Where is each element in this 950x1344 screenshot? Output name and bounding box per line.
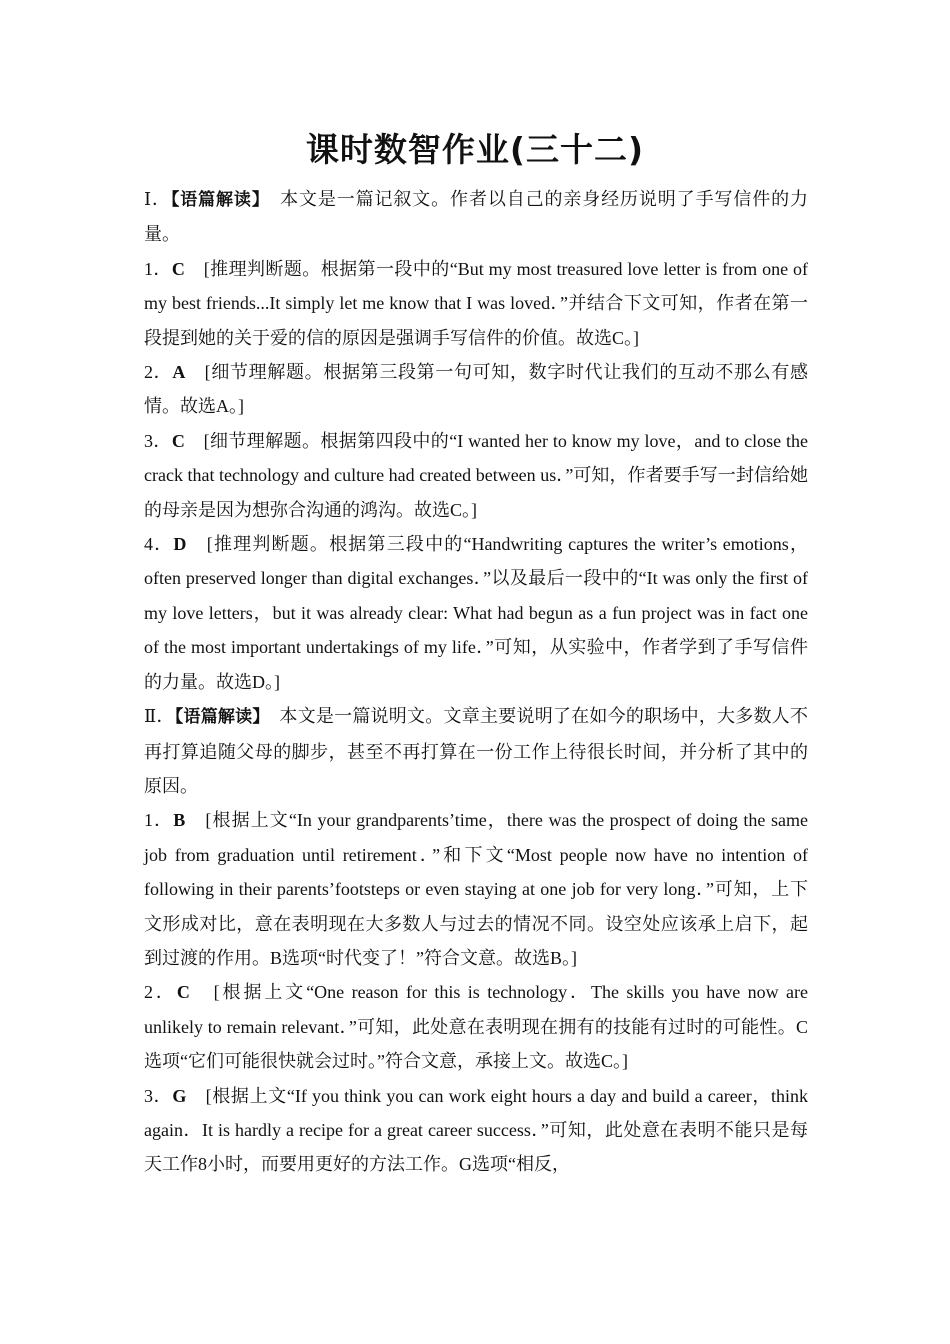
section-1-intro xyxy=(144,182,808,252)
item-number: 3． xyxy=(144,430,172,451)
section-1-intro-text: 本文是一篇记叙文。作者以自己的亲身经历说明了手写信件的力量。 xyxy=(144,189,808,245)
item-answer: C xyxy=(171,258,185,279)
answer-item xyxy=(144,803,808,975)
item-answer: D xyxy=(173,534,187,555)
item-explanation: [细节理解题。根据第四段中的“I wanted her to know my love，and to close the crack that technology and culture had created between us．”可知，作者要手写一封信给她的母亲是因为想弥合沟通的鸿沟。故选C。] xyxy=(144,430,809,520)
item-answer: A xyxy=(172,362,186,383)
item-answer: C xyxy=(171,430,185,451)
item-explanation: [细节理解题。根据第三段第一句可知，数字时代让我们的互动不那么有感情。故选A。] xyxy=(144,362,809,417)
section-1-heading: 【语篇解读】 xyxy=(170,190,262,210)
item-answer: C xyxy=(176,982,190,1003)
item-explanation: [推理判断题。根据第三段中的“Handwriting captures the writer’s emotions，often preserved longer than digital exchanges．”以及最后一段中的“It was only the first of my love letters，but it was already clear: What had begun as a fun project was in fact one of the most important undertakings of my life．”可知，从实验中，作者学到了手写信件的力量。故选D。] xyxy=(144,534,809,692)
item-number: 2． xyxy=(144,982,177,1003)
section-2-numeral: Ⅱ． xyxy=(144,706,175,727)
item-number: 4． xyxy=(144,534,174,555)
section-2-heading: 【语篇解读】 xyxy=(174,707,262,728)
answer-item xyxy=(144,975,808,1078)
item-explanation: [根据上文“If you think you can work eight hours a day and build a career，think again．It is hardly a recipe for a great career success．”可知，此处意在表明不能只是每天工作8小时，而要用更好的方法工作。G选项“相反， xyxy=(144,1085,809,1175)
item-number: 2． xyxy=(144,362,173,383)
item-answer: G xyxy=(172,1085,187,1106)
item-number: 1． xyxy=(144,258,172,279)
item-explanation: [推理判断题。根据第一段中的“But my most treasured love letter is from one of my best friends...It simply let me know that I was loved．”并结合下文可知，作者在第一段提到她的关于爱的信的原因是强调手写信件的价值。故选C。] xyxy=(144,258,808,348)
page-title: 课时数智作业(三十二) xyxy=(305,130,645,169)
section-2-intro xyxy=(144,699,808,803)
item-explanation: [根据上文“In your grandparents’time，there was the prospect of doing the same job from graduation until retirement．”和下文“Most people now have no intention of following in their parents’footsteps or even staying at one job for very long．”可知，上下文形成对比，意在表明现在大多数人与过去的情况不同。设空处应该承上启下，起到过渡的作用。B选项“时代变了！”符合文意。故选B。] xyxy=(144,810,809,968)
answer-item xyxy=(144,1079,808,1182)
item-explanation: [根据上文“One reason for this is technology．The skills you have now are unlikely to remain relevant．”可知，此处意在表明现在拥有的技能有过时的可能性。C选项“它们可能很快就会过时。”符合文意，承接上文。故选C。] xyxy=(144,982,808,1072)
section-1-numeral: Ⅰ． xyxy=(144,189,171,209)
section-2-intro-text: 本文是一篇说明文。文章主要说明了在如今的职场中，大多数人不再打算追随父母的脚步，甚至不再打算在一份工作上待很长时间，并分析了其中的原因。 xyxy=(144,706,809,796)
item-answer: B xyxy=(173,810,186,831)
answer-content xyxy=(144,182,808,1182)
answer-item xyxy=(144,355,808,424)
answer-item xyxy=(144,424,808,527)
answer-item xyxy=(144,252,808,355)
item-number: 3． xyxy=(144,1085,173,1106)
answer-item xyxy=(144,527,808,699)
item-number: 1． xyxy=(144,810,174,831)
